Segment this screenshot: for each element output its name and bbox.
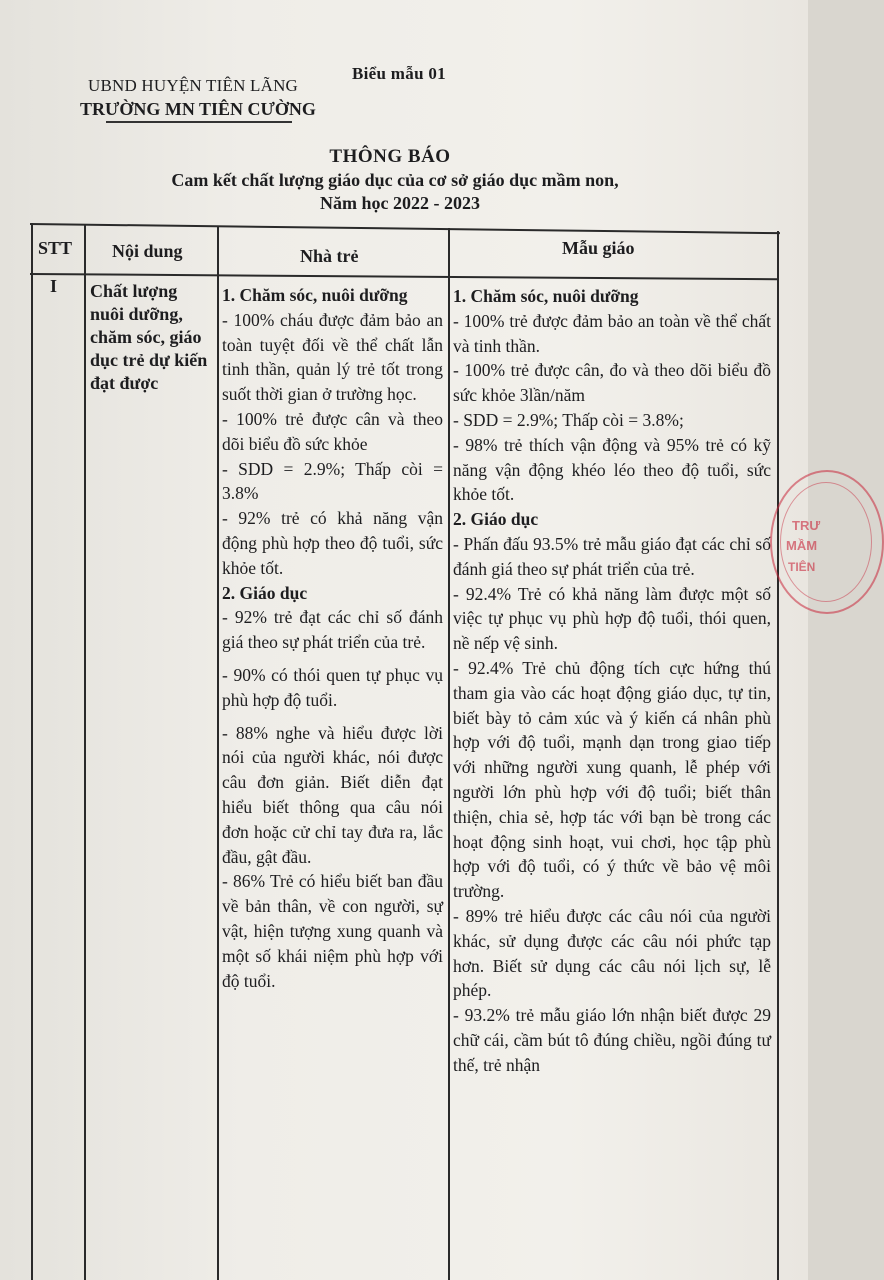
list-item: - Phấn đấu 93.5% trẻ mẫu giáo đạt các chỉ số đánh giá theo sự phát triển của trẻ. — [453, 533, 771, 579]
header-kindergarten: Mẫu giáo — [562, 238, 635, 258]
section-heading: 2. Giáo dục — [222, 582, 308, 603]
row-stt: I — [50, 276, 58, 296]
list-item: - 98% trẻ thích vận động và 95% trẻ có kỹ năng vận động khéo léo theo độ tuổi, sức khỏe tốt. — [453, 434, 771, 505]
section-heading: 2. Giáo dục — [453, 509, 539, 530]
list-item: - 90% có thói quen tự phục vụ phù hợp độ tuổi. — [222, 664, 443, 710]
form-number: Biểu mẫu 01 — [352, 64, 446, 83]
list-item: - SDD = 2.9%; Thấp còi = 3.8%; — [453, 409, 684, 430]
seal-text-2: MẦM — [786, 538, 818, 553]
nursery-column — [222, 283, 443, 993]
table-divider-nursery — [448, 228, 450, 1280]
header-nursery: Nhà trẻ — [300, 246, 359, 266]
section-heading: 1. Chăm sóc, nuôi dưỡng — [222, 285, 408, 305]
list-item: - 93.2% trẻ mẫu giáo lớn nhận biết được 29 chữ cái, cầm bút tô đúng chiều, ngồi đúng tư thế, trẻ nhận — [453, 1005, 771, 1075]
table-left-border — [31, 223, 33, 1280]
school-seal-stamp — [770, 470, 884, 614]
table-header-divider — [30, 273, 778, 280]
org-line-district: UBND HUYỆN TIÊN LÃNG — [88, 76, 299, 95]
org-underline — [106, 121, 292, 123]
header-content: Nội dung — [112, 241, 183, 261]
list-item: - SDD = 2.9%; Thấp còi = 3.8% — [222, 458, 443, 504]
list-item: - 92% trẻ đạt các chỉ số đánh giá theo sự phát triển của trẻ. — [222, 607, 443, 653]
section-heading: 1. Chăm sóc, nuôi dưỡng — [453, 286, 639, 306]
seal-text-1: TRƯ — [792, 518, 821, 533]
table-right-border — [777, 231, 779, 1280]
org-line-school: TRƯỜNG MN TIÊN CƯỜNG — [80, 99, 316, 119]
list-item: - 100% trẻ được đảm bảo an toàn về thể chất và tinh thần. — [453, 310, 771, 356]
list-item: - 100% trẻ được cân và theo dõi biểu đồ sức khỏe — [222, 408, 443, 454]
list-item: - 92.4% Trẻ chủ động tích cực hứng thú tham gia vào các hoạt động giáo dục, tự tin, biết bày tỏ cảm xúc và ý kiến cá nhân phù hợp với độ tuổi, mạnh dạn trong giao tiếp với những người xung quanh, lễ phép với người lớn phù hợp với độ tuổi; biết thân thiện, chia sẻ, hợp tác với bạn bè trong các hoạt động sinh hoạt, vui chơi, học tập phù hợp với độ tuổi, có ý thức về bảo vệ môi trường. — [453, 657, 771, 902]
list-item: - 88% nghe và hiểu được lời nói của người khác, nói được câu đơn giản. Biết diễn đạt hiểu biết thông qua câu nói đơn hoặc cử chỉ tay đưa ra, lắc đầu, gật đầu. — [222, 722, 443, 867]
table-divider-content — [217, 226, 219, 1280]
row-content-label: Chất lượng nuôi dưỡng, chăm sóc, giáo dục trẻ dự kiến đạt được — [90, 281, 208, 393]
table-top-border — [30, 223, 780, 234]
list-item: - 100% trẻ được cân, đo và theo dõi biểu đồ sức khỏe 3lần/năm — [453, 360, 771, 406]
document-year: Năm học 2022 - 2023 — [320, 193, 480, 213]
document-subtitle: Cam kết chất lượng giáo dục của cơ sở giáo dục mầm non, — [171, 170, 619, 190]
list-item: - 92% trẻ có khả năng vận động phù hợp theo độ tuổi, sức khỏe tốt. — [222, 508, 443, 578]
document-title: THÔNG BÁO — [329, 146, 451, 167]
list-item: - 89% trẻ hiểu được các câu nói của người khác, sử dụng được các câu nói phức tạp hơn. Biết sử dụng các câu nói lịch sự, lễ phép. — [453, 905, 771, 1001]
list-item: - 86% Trẻ có hiểu biết ban đầu về bản thân, về con người, sự vật, hiện tượng xung quanh và một số khái niệm phù hợp với độ tuổi. — [222, 871, 443, 991]
list-item: - 100% cháu được đảm bảo an toàn tuyệt đối về thể chất lẫn tinh thần, quản lý trẻ tốt trong suốt thời gian ở trường học. — [222, 309, 443, 405]
kindergarten-column — [453, 284, 771, 1078]
table-divider-stt — [84, 224, 86, 1280]
list-item: - 92.4% Trẻ có khả năng làm được một số việc tự phục vụ phù hợp độ tuổi, thói quen, nề nếp vệ sinh. — [453, 583, 771, 654]
header-stt: STT — [38, 238, 73, 258]
seal-text-3: TIÊN — [788, 560, 816, 574]
